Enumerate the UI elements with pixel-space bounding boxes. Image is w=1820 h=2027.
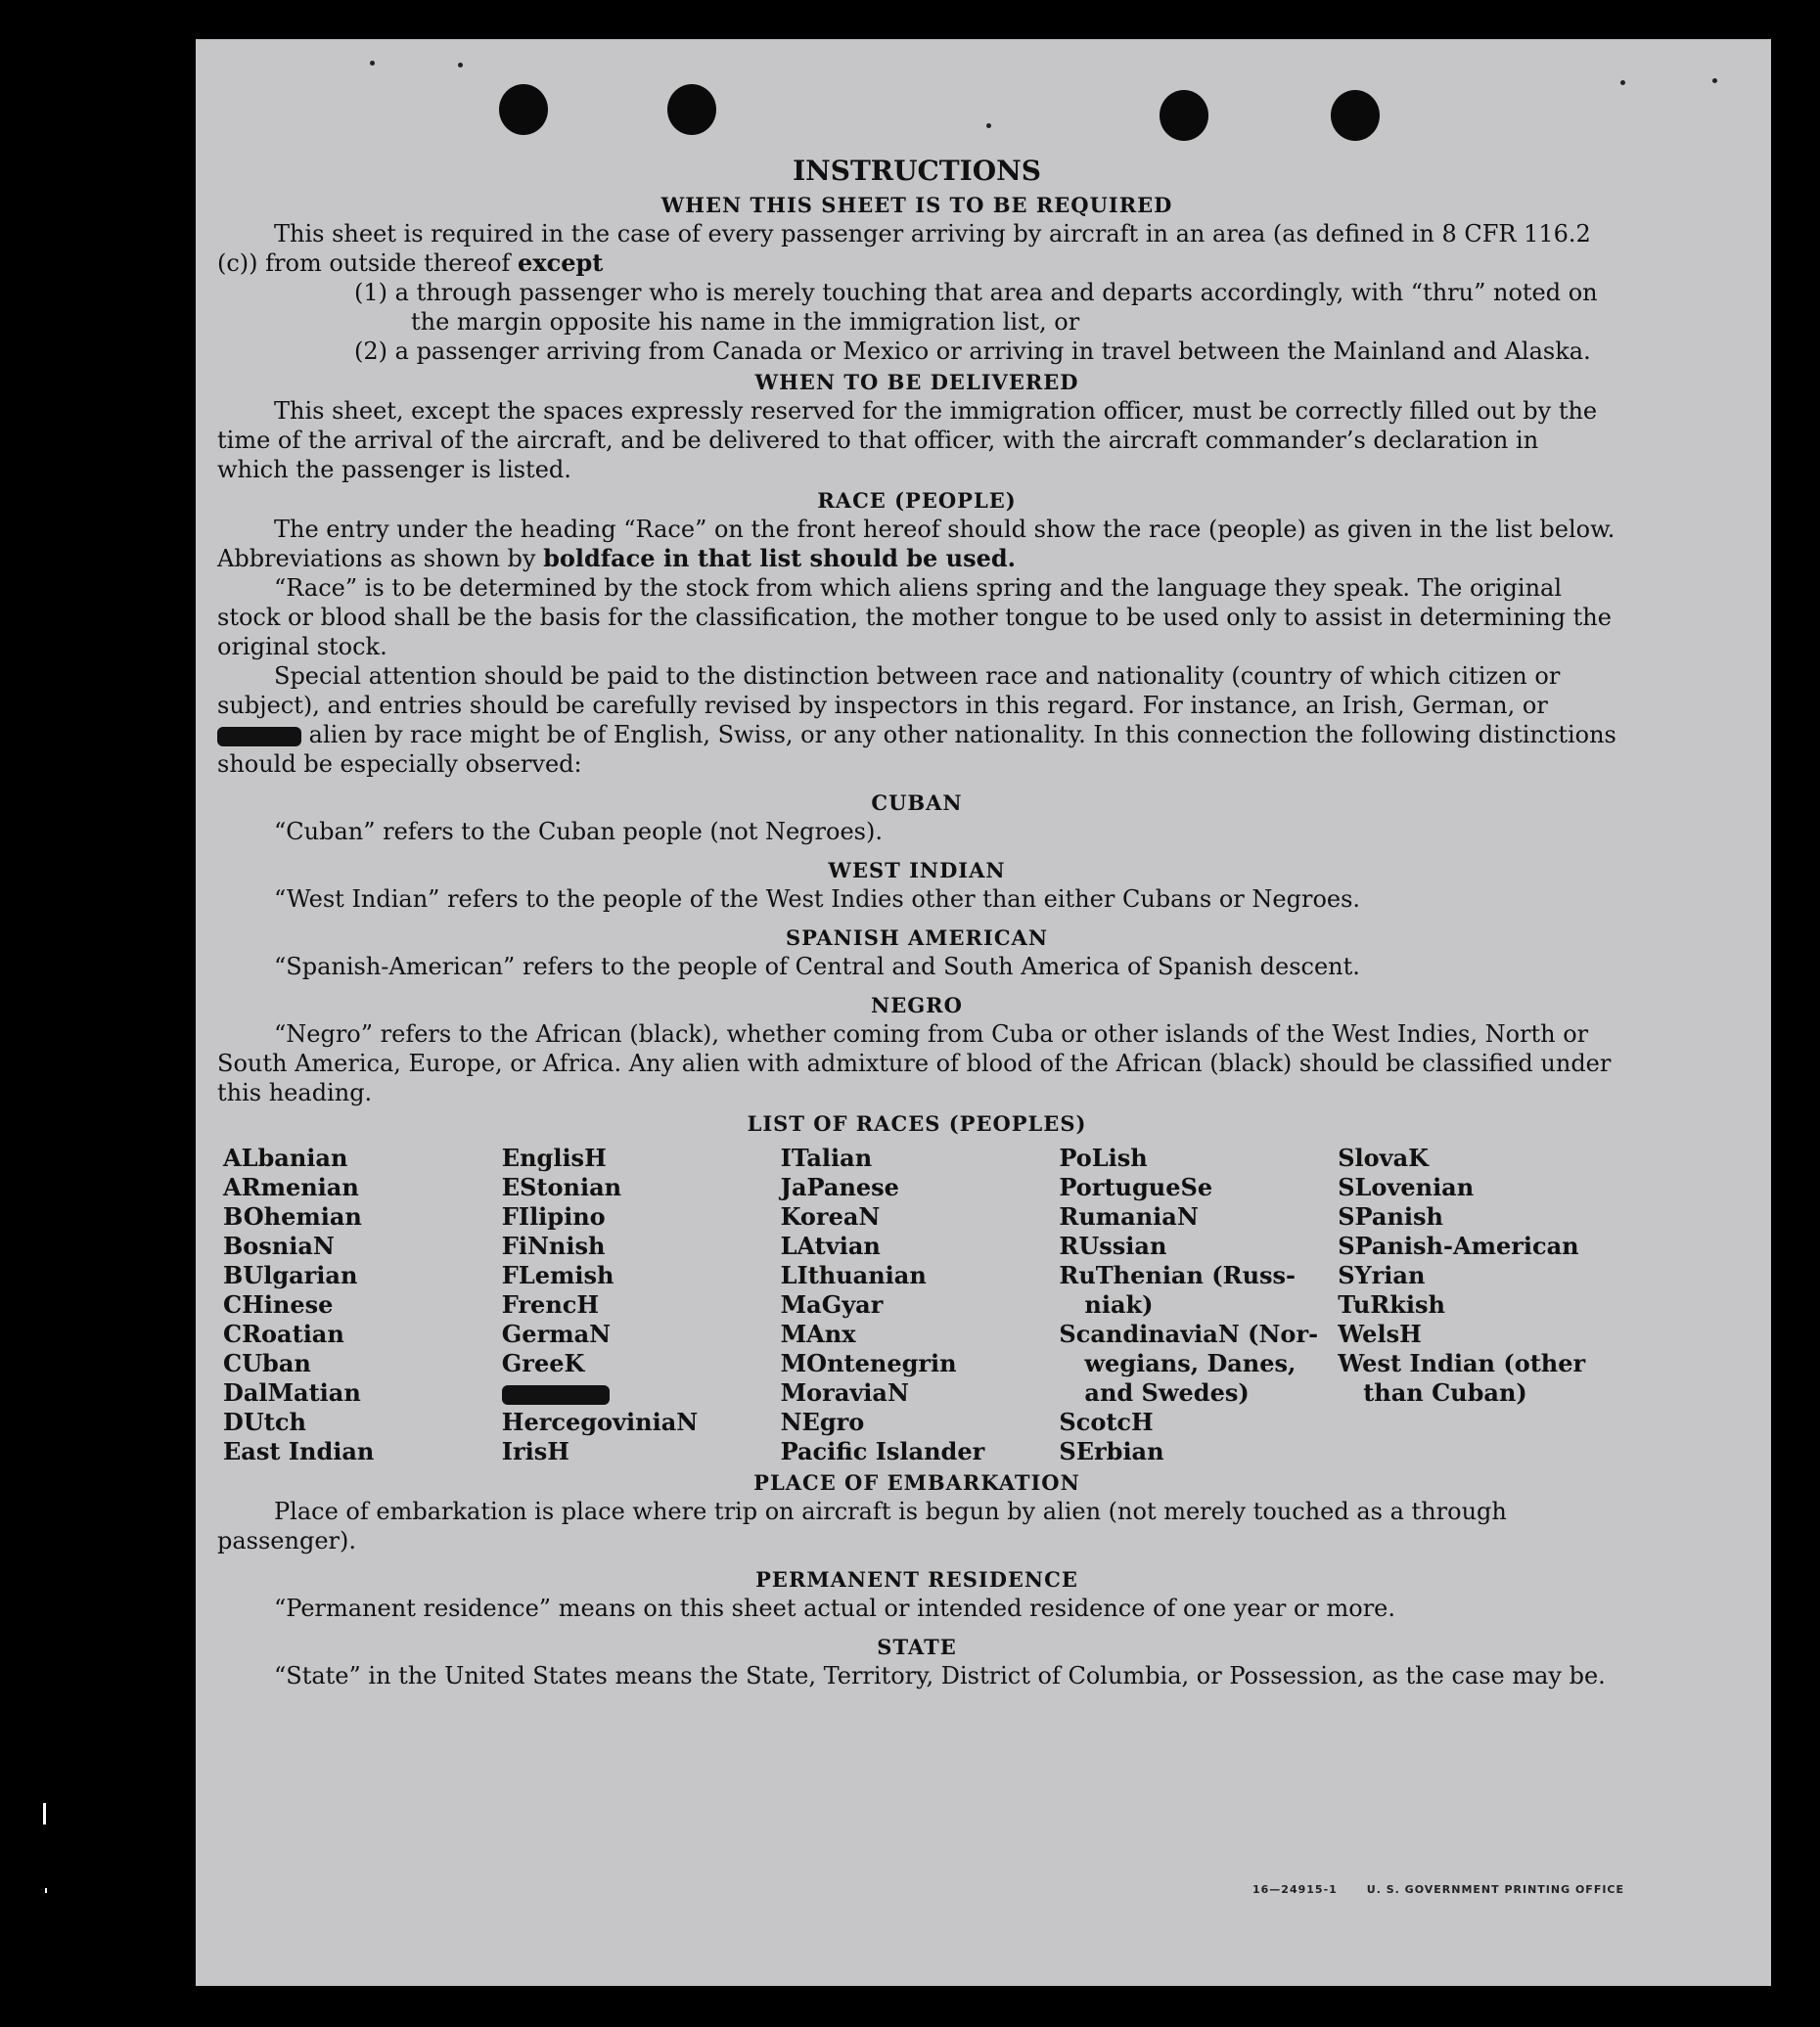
heading-cuban: CUBAN <box>871 790 963 815</box>
race-item: LIthuanian <box>780 1261 927 1289</box>
race-item: RumaniaN <box>1059 1202 1199 1231</box>
instructions-body <box>217 155 1616 1690</box>
race-item: LAtvian <box>780 1232 881 1260</box>
race-item: MAnx <box>780 1320 856 1348</box>
race-item: RuThenian (Russ- <box>1059 1261 1297 1289</box>
race-item: ARmenian <box>223 1173 359 1201</box>
race-item: KoreaN <box>780 1202 881 1231</box>
page-title: INSTRUCTIONS <box>793 155 1041 187</box>
race-item: MOntenegrin <box>780 1349 957 1377</box>
embarkation-text: Place of embarkation is place where trip on aircraft is begun by alien (not merely touched as a through passenger). <box>217 1498 1507 1554</box>
race-paragraph-3 <box>217 661 1616 779</box>
punch-hole <box>1331 90 1380 141</box>
race-item: BUlgarian <box>223 1261 358 1289</box>
race-item: JaPanese <box>780 1173 899 1201</box>
form-number: 16—24915-1 <box>1252 1883 1338 1896</box>
cuban-text: “Cuban” refers to the Cuban people (not Negroes). <box>274 818 883 845</box>
state-text: “State” in the United States means the State, Territory, District of Columbia, or Possession, as the case may be. <box>274 1662 1606 1689</box>
speck <box>370 61 375 66</box>
required-intro <box>217 219 1616 278</box>
heading-west-indian: WEST INDIAN <box>828 858 1006 882</box>
race-item-redacted <box>502 1378 781 1408</box>
heading-negro: NEGRO <box>871 993 963 1017</box>
race-item: FLemish <box>501 1261 614 1289</box>
race-item: ITalian <box>780 1144 873 1172</box>
race-item: ALbanian <box>223 1144 348 1172</box>
race-item: EnglisH <box>501 1144 607 1172</box>
race-item-continued: and Swedes) <box>1084 1378 1250 1407</box>
race-item: FiNnish <box>501 1232 606 1260</box>
heading-required: WHEN THIS SHEET IS TO BE REQUIRED <box>660 193 1173 217</box>
document-page <box>196 39 1771 1986</box>
race-item: RUssian <box>1059 1232 1167 1260</box>
race-item: ScandinaviaN (Nor- <box>1059 1320 1319 1348</box>
heading-race: RACE (PEOPLE) <box>817 488 1017 513</box>
race-item: BOhemian <box>223 1202 362 1231</box>
race-item: SYrian <box>1338 1261 1426 1289</box>
residence-text: “Permanent residence” means on this sheet actual or intended residence of one year or more. <box>274 1595 1395 1622</box>
race-item: East Indian <box>223 1437 375 1465</box>
scan-artifact <box>43 1803 46 1824</box>
race-paragraph-2: “Race” is to be determined by the stock from which aliens spring and the language they speak. The original stock or blood shall be the basis for the classification, the mother tongue to be used only to assist in determining the original stock. <box>217 574 1612 660</box>
race-column <box>502 1144 781 1466</box>
race-column <box>1059 1144 1338 1466</box>
speck <box>1620 80 1625 85</box>
race-item: CRoatian <box>223 1320 344 1348</box>
race-column <box>223 1144 502 1466</box>
required-item-1: (1) a through passenger who is merely touching that area and departs accordingly, with “thru” noted on the margin opposite his name in the immigration list, or <box>354 279 1598 336</box>
negro-text: “Negro” refers to the African (black), whether coming from Cuba or other islands of the West Indies, North or South America, Europe, or Africa. Any alien with admixture of blood of the African (black) should be classified under this heading. <box>217 1020 1612 1106</box>
race-item: West Indian (other <box>1338 1349 1586 1377</box>
race-item: GermaN <box>501 1320 612 1348</box>
race-p1-text: The entry under the heading “Race” on the front hereof should show the race (people) as given in the list below. Abbreviations as shown by <box>217 516 1615 572</box>
race-item: IrisH <box>501 1437 569 1465</box>
race-item: SLovenian <box>1338 1173 1475 1201</box>
race-item: SPanish-American <box>1338 1232 1579 1260</box>
heading-embarkation: PLACE OF EMBARKATION <box>753 1470 1080 1495</box>
race-item-continued: than Cuban) <box>1363 1378 1527 1407</box>
spanish-american-text: “Spanish-American” refers to the people of Central and South America of Spanish descent. <box>274 953 1360 980</box>
race-item: GreeK <box>501 1349 585 1377</box>
race-item: DUtch <box>223 1408 306 1436</box>
race-p1-bold: boldface in that list should be used. <box>543 544 1016 572</box>
heading-permanent-residence: PERMANENT RESIDENCE <box>755 1567 1078 1592</box>
speck <box>458 63 463 68</box>
heading-delivered: WHEN TO BE DELIVERED <box>754 370 1079 394</box>
race-item: MaGyar <box>780 1290 884 1319</box>
race-item: TuRkish <box>1338 1290 1445 1319</box>
race-item: SlovaK <box>1338 1144 1429 1172</box>
race-column <box>781 1144 1060 1466</box>
race-item: DalMatian <box>223 1378 361 1407</box>
race-item: HercegoviniaN <box>501 1408 699 1436</box>
race-item: CUban <box>223 1349 311 1377</box>
west-indian-text: “West Indian” refers to the people of the West Indies other than either Cubans or Negroes. <box>274 885 1361 913</box>
race-item: EStonian <box>501 1173 622 1201</box>
redaction-mark <box>502 1385 610 1405</box>
race-item: PoLish <box>1059 1144 1148 1172</box>
speck <box>1712 78 1717 83</box>
race-item: SErbian <box>1059 1437 1164 1465</box>
race-item: SPanish <box>1338 1202 1443 1231</box>
race-p3-text: Special attention should be paid to the distinction between race and nationality (country of which citizen or subject), and entries should be carefully revised by inspectors in this regard. For instance, an Irish, German, or <box>217 662 1561 719</box>
heading-list-of-races: LIST OF RACES (PEOPLES) <box>747 1111 1087 1136</box>
required-intro-except: except <box>518 248 604 277</box>
print-footer <box>1252 1883 1624 1896</box>
race-item: PortugueSe <box>1059 1173 1213 1201</box>
race-p3-text-end: alien by race might be of English, Swiss, or any other nationality. In this connection the following distinctions should be especially observed: <box>217 721 1616 778</box>
punch-hole <box>1160 90 1208 141</box>
race-item: NEgro <box>780 1408 865 1436</box>
punch-hole <box>667 84 716 135</box>
race-item: WelsH <box>1338 1320 1422 1348</box>
redaction-mark <box>217 727 301 746</box>
race-item: ScotcH <box>1059 1408 1154 1436</box>
race-paragraph-1 <box>217 515 1616 573</box>
punch-hole <box>499 84 548 135</box>
delivered-text: This sheet, except the spaces expressly reserved for the immigration officer, must be correctly filled out by the time of the arrival of the aircraft, and be delivered to that officer, with the aircraft commander’s declaration in which the passenger is listed. <box>217 397 1598 483</box>
heading-spanish-american: SPANISH AMERICAN <box>785 925 1049 950</box>
heading-state: STATE <box>877 1635 957 1659</box>
required-intro-text: This sheet is required in the case of every passenger arriving by aircraft in an area (as defined in 8 CFR 116.2 (c)) from outside thereof <box>217 220 1591 277</box>
race-list <box>223 1144 1616 1466</box>
scan-artifact <box>45 1888 47 1893</box>
race-item-continued: wegians, Danes, <box>1084 1349 1297 1377</box>
race-item: MoraviaN <box>780 1378 909 1407</box>
printer-credit: U. S. GOVERNMENT PRINTING OFFICE <box>1366 1883 1625 1896</box>
race-item: Pacific Islander <box>780 1437 985 1465</box>
race-item-continued: niak) <box>1084 1290 1154 1319</box>
race-item: CHinese <box>223 1290 334 1319</box>
race-item: BosniaN <box>223 1232 335 1260</box>
race-item: FrencH <box>501 1290 600 1319</box>
race-column <box>1338 1144 1616 1466</box>
race-item: FIlipino <box>501 1202 606 1231</box>
required-item-2: (2) a passenger arriving from Canada or Mexico or arriving in travel between the Mainland and Alaska. <box>354 338 1591 365</box>
speck <box>986 123 991 128</box>
